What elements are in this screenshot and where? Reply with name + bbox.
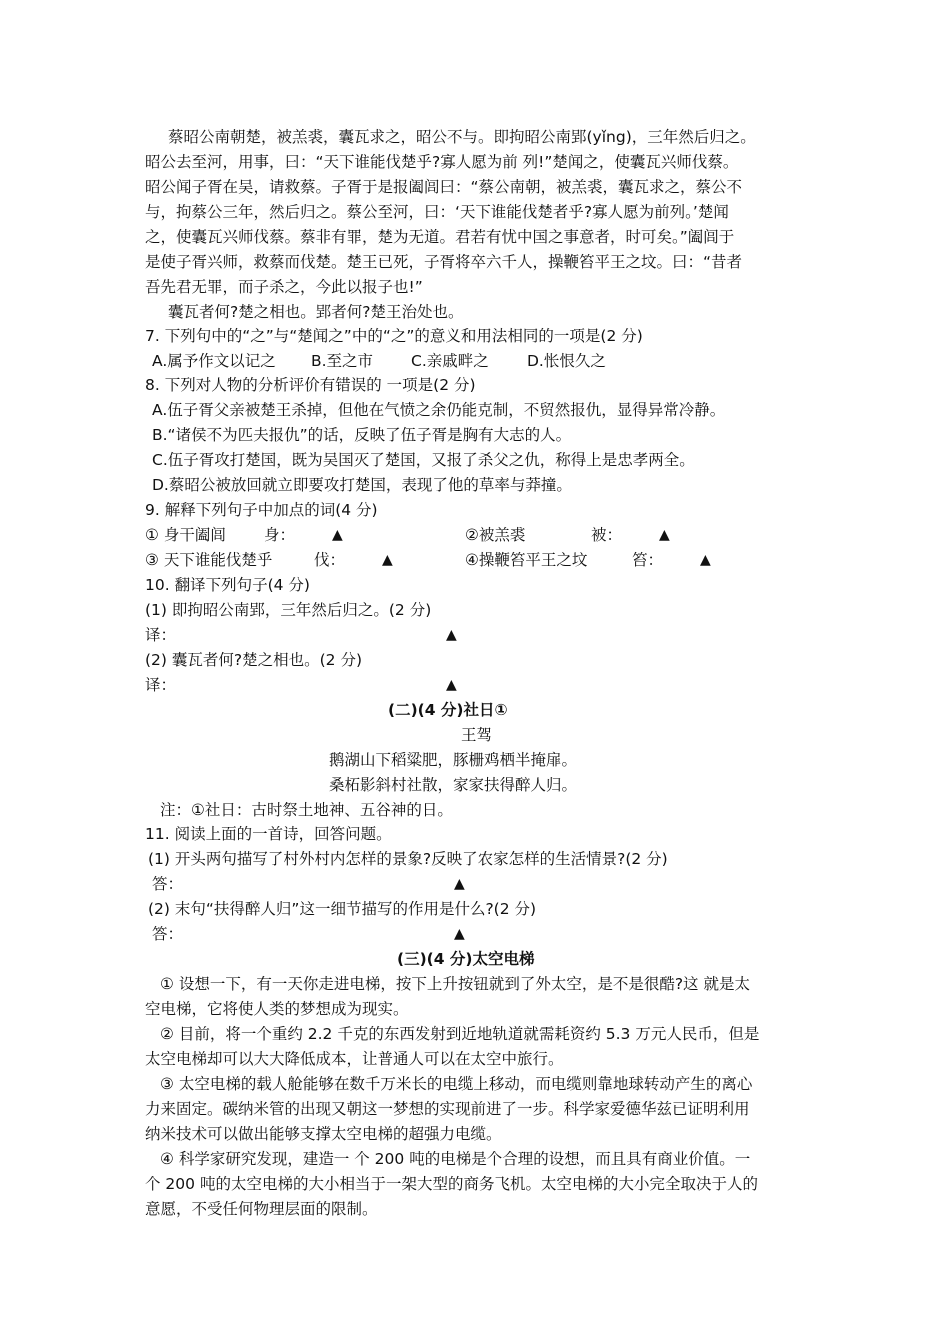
answer-label: 答： <box>152 925 184 943</box>
question-stem: 11. 阅读上面的一首诗，回答问题。 <box>145 825 392 843</box>
question-stem: 7. 下列句中的“之”与“楚闻之”中的“之”的意义和用法相同的一项是(2 分) <box>145 327 643 345</box>
answer-label: 答： <box>152 875 184 893</box>
answer-mark: ▲ <box>454 926 465 942</box>
article-line: ② 目前，将一个重约 2.2 千克的东西发射到近地轨道就需耗资约 5.3 万元人民币，但是 <box>160 1025 760 1043</box>
article-line: 意愿，不受任何物理层面的限制。 <box>145 1200 378 1218</box>
question-stem: 10. 翻译下列句子(4 分) <box>145 576 310 594</box>
option-a: A.伍子胥父亲被楚王杀掉，但他在气愤之余仍能克制，不贸然报仇，显得异常冷静。 <box>152 401 726 419</box>
poem-line: 鹅湖山下稻粱肥，豚栅鸡栖半掩扉。 <box>329 751 578 769</box>
passage-line: 是使子胥兴师，救蔡而伐楚。楚王已死，子胥将卒六千人，操鞭笞平王之坟。曰：“昔者 <box>145 253 743 271</box>
passage-line: 吾先君无罪，而子杀之，今此以报子也!” <box>145 278 423 296</box>
option-a: A.属予作文以记之 <box>152 352 276 370</box>
sentence-2: (2) 囊瓦者何?楚之相也。(2 分) <box>145 651 362 669</box>
article-line: 个 200 吨的太空电梯的大小相当于一架大型的商务飞机。太空电梯的大小完全取决于人的 <box>145 1175 758 1193</box>
answer-mark: ▲ <box>659 527 670 543</box>
option-d: D.蔡昭公被放回就立即要攻打楚国，表现了他的草率与莽撞。 <box>152 476 572 494</box>
item-1-word: 身： <box>264 526 296 544</box>
article-line: ④ 科学家研究发现，建造一 个 200 吨的电梯是个合理的设想，而且具有商业价值。一 <box>160 1150 751 1168</box>
item-3: ③ 天下谁能伐楚乎 <box>145 551 273 569</box>
passage-line: 昭公去至河，用事，曰：“天下谁能伐楚乎?寡人愿为前 列!”楚闻之，使囊瓦兴师伐蔡。 <box>145 153 739 171</box>
question-stem: 8. 下列对人物的分析评价有错误的 一项是(2 分) <box>145 376 476 394</box>
poem-note: 注：①社日：古时祭土地神、五谷神的日。 <box>160 801 453 819</box>
question-stem: 9. 解释下列句子中加点的词(4 分) <box>145 501 378 519</box>
section-heading: (二)(4 分)社日① <box>388 701 508 719</box>
poem-author: 王驾 <box>461 726 493 744</box>
translate-label: 译： <box>145 676 177 694</box>
answer-mark: ▲ <box>454 876 465 892</box>
answer-mark: ▲ <box>382 552 393 568</box>
passage-line: 之，使囊瓦兴师伐蔡。蔡非有罪，楚为无道。君若有忧中国之事意者，时可矣。”阖闾于 <box>145 228 735 246</box>
passage-line: 与，拘蔡公三年，然后归之。蔡公至河，曰：‘天下谁能伐楚者乎?寡人愿为前列。’楚闻 <box>145 203 729 221</box>
answer-mark: ▲ <box>700 552 711 568</box>
article-line: 太空电梯却可以大大降低成本，让普通人可以在太空中旅行。 <box>145 1050 564 1068</box>
item-2-word: 被： <box>591 526 623 544</box>
poem-line: 桑柘影斜村社散，家家扶得醉人归。 <box>329 776 578 794</box>
answer-mark: ▲ <box>446 627 457 643</box>
translate-label: 译： <box>145 626 177 644</box>
option-c: C.亲戚畔之 <box>411 352 489 370</box>
item-3-word: 伐： <box>314 551 346 569</box>
option-c: C.伍子胥攻打楚国，既为吴国灭了楚国，又报了杀父之仇，称得上是忠孝两全。 <box>152 451 695 469</box>
item-2: ②被羔裘 <box>465 526 526 544</box>
option-d: D.怅恨久之 <box>527 352 606 370</box>
answer-mark: ▲ <box>332 527 343 543</box>
passage-line: 昭公闻子胥在吴，请救蔡。子胥于是报阖闾曰：“蔡公南朝，被羔裘，囊瓦求之，蔡公不 <box>145 178 743 196</box>
article-line: 力来固定。碳纳米管的出现又朝这一梦想的实现前进了一步。科学家爱德华兹已证明利用 <box>145 1100 750 1118</box>
article-line: ① 设想一下，有一天你走进电梯，按下上升按钮就到了外太空，是不是很酷?这 就是太 <box>160 975 750 993</box>
article-line: ③ 太空电梯的载人舱能够在数千万米长的电缆上移动，而电缆则靠地球转动产生的离心 <box>160 1075 753 1093</box>
answer-mark: ▲ <box>446 677 457 693</box>
article-line: 空电梯，它将使人类的梦想成为现实。 <box>145 1000 409 1018</box>
sub-question-1: (1) 开头两句描写了村外村内怎样的景象?反映了农家怎样的生活情景?(2 分) <box>148 850 668 868</box>
passage-line: 囊瓦者何?楚之相也。郢者何?楚王治处也。 <box>168 303 464 321</box>
section-heading: (三)(4 分)太空电梯 <box>397 950 535 968</box>
article-line: 纳米技术可以做出能够支撑太空电梯的超强力电缆。 <box>145 1125 502 1143</box>
item-1: ① 身干阖闾 <box>145 526 226 544</box>
sub-question-2: (2) 末句“扶得醉人归”这一细节描写的作用是什么?(2 分) <box>148 900 537 918</box>
sentence-1: (1) 即拘昭公南郢，三年然后归之。(2 分) <box>145 601 432 619</box>
item-4-word: 笞： <box>632 551 664 569</box>
passage-line: 蔡昭公南朝楚，被羔裘，囊瓦求之，昭公不与。即拘昭公南郢(yǐng)，三年然后归之。 <box>168 128 756 146</box>
option-b: B.至之市 <box>311 352 374 370</box>
item-4: ④操鞭笞平王之坟 <box>465 551 588 569</box>
option-b: B.“诸侯不为匹夫报仇”的话，反映了伍子胥是胸有大志的人。 <box>152 426 572 444</box>
